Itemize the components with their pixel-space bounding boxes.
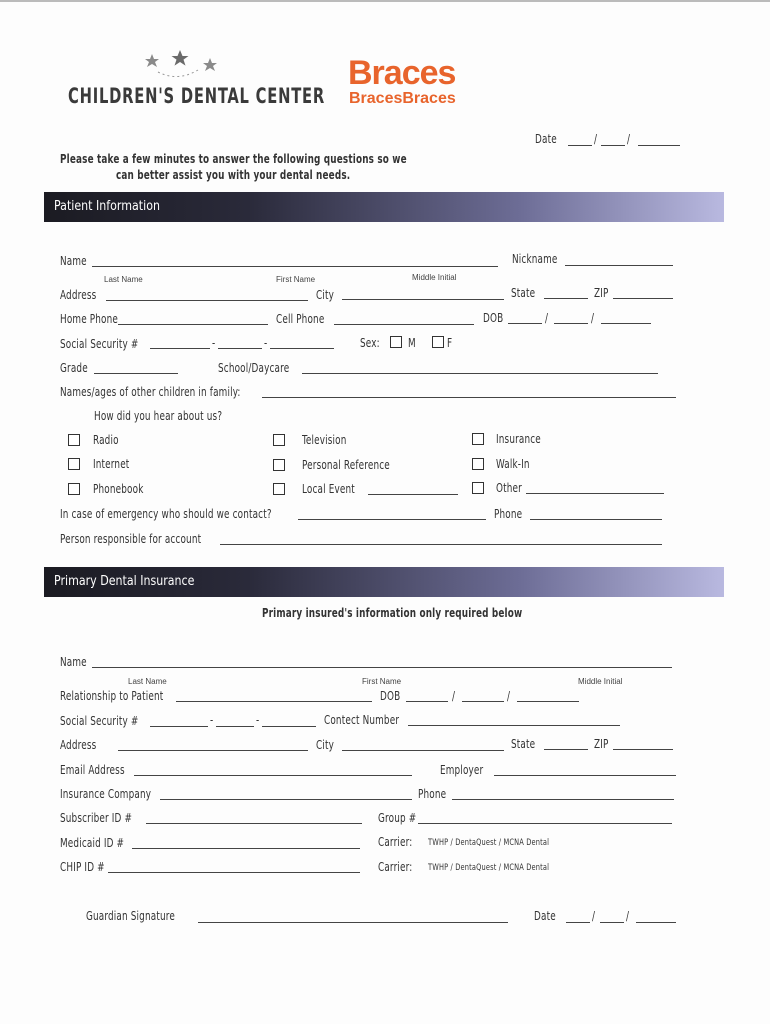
medicaid-field[interactable] <box>132 848 360 849</box>
patient-address-label: Address <box>60 288 97 302</box>
group-label: Group # <box>378 811 417 825</box>
contact-number-label: Contect Number <box>324 713 400 727</box>
insurance-section-header <box>44 567 724 597</box>
medicaid-label: Medicaid ID # <box>60 836 125 850</box>
patient-zip-field[interactable] <box>613 298 673 299</box>
patient-dob-label: DOB <box>483 311 504 325</box>
employer-label: Employer <box>440 763 484 777</box>
personal-reference-checkbox[interactable] <box>273 459 285 471</box>
brand-logo-main: Braces <box>348 54 456 92</box>
grade-field[interactable] <box>94 373 178 374</box>
contact-number-field[interactable] <box>408 725 620 726</box>
insurance-phone-field[interactable] <box>452 799 674 800</box>
guardian-signature-label: Guardian Signature <box>86 909 175 923</box>
nickname-field[interactable] <box>565 265 673 266</box>
sub-middle-initial: Middle Initial <box>412 273 457 282</box>
relationship-field[interactable] <box>176 701 372 702</box>
patient-section-title: Patient Information <box>54 199 160 214</box>
insurance-checkbox[interactable] <box>472 433 484 445</box>
school-label: School/Daycare <box>218 361 290 375</box>
patient-dob-day[interactable] <box>554 323 588 324</box>
sub-first-name: First Name <box>276 275 316 284</box>
insurance-company-label: Insurance Company <box>60 787 152 801</box>
chip-carrier-label: Carrier: <box>378 860 413 874</box>
insured-name-label: Name <box>60 655 87 669</box>
school-field[interactable] <box>302 373 658 374</box>
patient-ssn-part2[interactable] <box>218 348 262 349</box>
insured-zip-label: ZIP <box>594 737 609 751</box>
insurance-subtitle: Primary insured's information only required below <box>262 606 523 620</box>
clinic-name: CHILDREN'S DENTAL CENTER <box>68 84 326 108</box>
phonebook-checkbox[interactable] <box>68 483 80 495</box>
group-field[interactable] <box>418 823 672 824</box>
insurance-option-label: Insurance <box>496 432 541 446</box>
insured-sub-last: Last Name <box>128 677 167 686</box>
chip-label: CHIP ID # <box>60 860 105 874</box>
medicaid-carrier-label: Carrier: <box>378 835 413 849</box>
other-option-label: Other <box>496 481 522 495</box>
intro-text-1: Please take a few minutes to answer the following questions so we <box>60 152 407 166</box>
walk-in-option-label: Walk-In <box>496 457 530 471</box>
local-event-field[interactable] <box>368 494 458 495</box>
brand-logo-sub: BracesBraces <box>349 90 456 107</box>
patient-state-field[interactable] <box>544 298 588 299</box>
employer-field[interactable] <box>494 775 676 776</box>
insured-zip-field[interactable] <box>613 749 673 750</box>
patient-zip-label: ZIP <box>594 286 609 300</box>
cell-phone-field[interactable] <box>334 324 474 325</box>
signature-date-year[interactable] <box>636 922 676 923</box>
emergency-phone-field[interactable] <box>530 519 662 520</box>
insured-ssn-part2[interactable] <box>216 726 254 727</box>
insured-state-field[interactable] <box>544 749 588 750</box>
email-field[interactable] <box>134 775 412 776</box>
patient-name-label: Name <box>60 254 87 268</box>
sub-last-name: Last Name <box>104 275 143 284</box>
internet-checkbox[interactable] <box>68 458 80 470</box>
walk-in-checkbox[interactable] <box>472 458 484 470</box>
sex-f-label: F <box>447 336 453 350</box>
insured-address-label: Address <box>60 738 97 752</box>
patient-section-header <box>44 192 724 222</box>
patient-dob-month[interactable] <box>508 323 542 324</box>
sex-label: Sex: <box>360 336 380 350</box>
chip-carrier-options[interactable]: TWHP / DentaQuest / MCNA Dental <box>428 863 550 873</box>
insured-ssn-label: Social Security # <box>60 714 139 728</box>
responsible-field[interactable] <box>220 544 662 545</box>
patient-ssn-part3[interactable] <box>270 348 334 349</box>
signature-date-month[interactable] <box>566 922 590 923</box>
personal-reference-option-label: Personal Reference <box>302 458 390 472</box>
insured-city-field[interactable] <box>342 750 504 751</box>
email-label: Email Address <box>60 763 125 777</box>
hear-about-label: How did you hear about us? <box>94 409 223 423</box>
date-month-field[interactable] <box>568 145 592 146</box>
patient-state-label: State <box>511 286 536 300</box>
guardian-signature-field[interactable] <box>198 922 508 923</box>
home-phone-field[interactable] <box>118 324 268 325</box>
television-option-label: Television <box>302 433 347 447</box>
insured-address-field[interactable] <box>118 750 308 751</box>
patient-ssn-label: Social Security # <box>60 337 139 351</box>
television-checkbox[interactable] <box>273 434 285 446</box>
grade-label: Grade <box>60 361 88 375</box>
patient-city-label: City <box>316 288 335 302</box>
cell-phone-label: Cell Phone <box>276 312 325 326</box>
nickname-label: Nickname <box>512 252 558 266</box>
radio-option-label: Radio <box>93 433 119 447</box>
patient-ssn-part1[interactable] <box>150 348 210 349</box>
insured-sub-middle: Middle Initial <box>578 677 623 686</box>
insured-name-field[interactable] <box>92 667 672 668</box>
patient-dob-year[interactable] <box>601 323 651 324</box>
signature-date-day[interactable] <box>600 922 624 923</box>
siblings-field[interactable] <box>262 397 676 398</box>
signature-date-label: Date <box>534 909 556 923</box>
chip-field[interactable] <box>108 872 360 873</box>
medicaid-carrier-options[interactable]: TWHP / DentaQuest / MCNA Dental <box>428 838 550 848</box>
internet-option-label: Internet <box>93 457 130 471</box>
emergency-phone-label: Phone <box>494 507 523 521</box>
intake-form-page: CHILDREN'S DENTAL CENTER Braces BracesBraces Date / / Please take a few minutes to answer the following questions so we can better assist you with your dental needs. Patient Information Name Nickname Last Name First Name Middle Initial Address City State ZIP Home Phone Cell Phone DOB / / Social Security # - - Sex: M F Grade School/Daycare Names/ages of other children in family: How did you hear about us? Radio Internet Phonebook Television Personal Reference Local Event Insurance Walk-In Other In case of emergency who should we contact? Phone Person responsible for account Primary Dental Insurance Primary insured's information only required below Name Last Name First Name Middle Initial Relationship to Patient DOB / / Social Security # - - Contect Number Address City State ZIP Email Address Employer Insurance Company Phone Subscriber ID # Group # Medicaid ID # Carrier: TWHP / DentaQuest / MCNA Dental CHIP ID # Carrier: TWHP / DentaQuest / MCNA Dental Guardian Signature Date / / <box>0 0 770 1024</box>
patient-city-field[interactable] <box>342 299 504 300</box>
other-field[interactable] <box>526 493 664 494</box>
subscriber-label: Subscriber ID # <box>60 811 133 825</box>
phonebook-option-label: Phonebook <box>93 482 144 496</box>
insured-dob-label: DOB <box>380 689 401 703</box>
sex-m-checkbox[interactable] <box>390 336 402 348</box>
insured-dob-month[interactable] <box>406 701 448 702</box>
other-checkbox[interactable] <box>472 482 484 494</box>
emergency-contact-field[interactable] <box>298 519 486 520</box>
local-event-option-label: Local Event <box>302 482 355 496</box>
local-event-checkbox[interactable] <box>273 483 285 495</box>
insured-dob-day[interactable] <box>462 701 504 702</box>
stars-icon <box>138 48 228 84</box>
siblings-label: Names/ages of other children in family: <box>60 385 241 399</box>
insured-city-label: City <box>316 738 335 752</box>
date-label-top: Date <box>535 132 557 146</box>
patient-address-field[interactable] <box>106 300 308 301</box>
insured-ssn-part1[interactable] <box>150 726 208 727</box>
emergency-label: In case of emergency who should we contact? <box>60 507 272 521</box>
insured-sub-first: First Name <box>362 677 402 686</box>
radio-checkbox[interactable] <box>68 434 80 446</box>
subscriber-field[interactable] <box>146 823 362 824</box>
insurance-section-title: Primary Dental Insurance <box>54 574 195 589</box>
insured-state-label: State <box>511 737 536 751</box>
sex-f-checkbox[interactable] <box>432 336 444 348</box>
patient-name-field[interactable] <box>92 266 498 267</box>
date-year-field[interactable] <box>638 145 680 146</box>
responsible-label: Person responsible for account <box>60 532 202 546</box>
date-day-field[interactable] <box>601 145 625 146</box>
intro-text-2: can better assist you with your dental needs. <box>116 168 351 182</box>
relationship-label: Relationship to Patient <box>60 689 164 703</box>
sex-m-label: M <box>408 336 416 350</box>
insured-dob-year[interactable] <box>517 701 579 702</box>
home-phone-label: Home Phone <box>60 312 119 326</box>
insurance-company-field[interactable] <box>160 799 412 800</box>
insured-ssn-part3[interactable] <box>262 726 316 727</box>
insurance-phone-label: Phone <box>418 787 447 801</box>
